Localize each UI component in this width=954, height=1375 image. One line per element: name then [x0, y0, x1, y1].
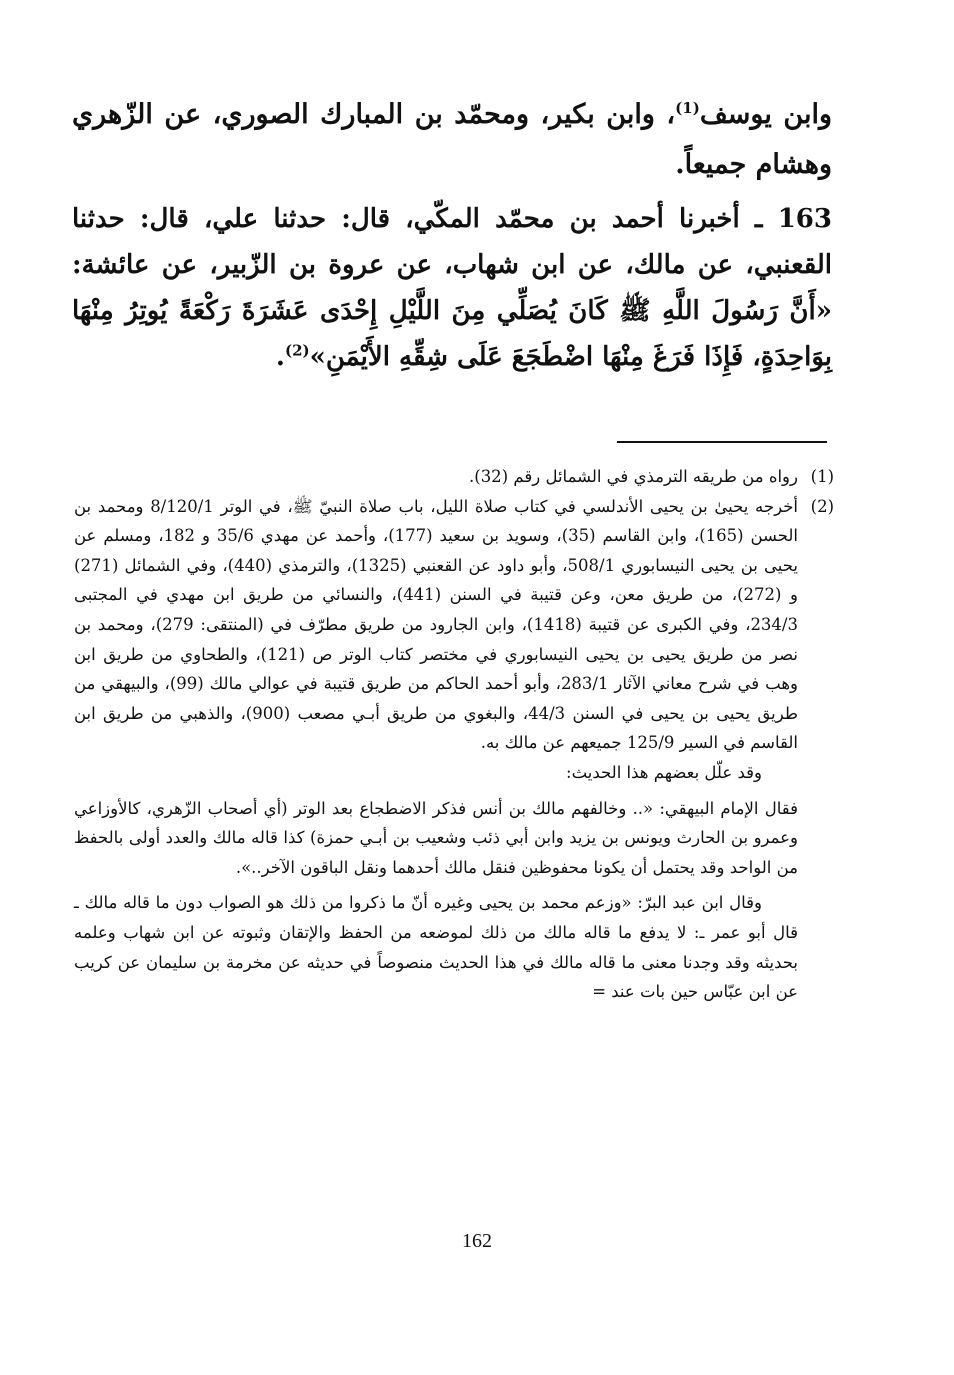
page-number: 162: [462, 1230, 492, 1252]
continuation-text-end: ، وابن بكير، ومحمّد بن المبارك الصوري، عن الزّهري وهشام جميعاً.: [72, 99, 832, 180]
footnote-ref-1: (1): [675, 99, 700, 117]
footnote-number: (2): [810, 496, 834, 516]
ibn-abd-albarr-quote: وقال ابن عبد البرّ: «وزعم محمد بن يحيى وغيره أنّ ما ذكروا من ذلك هو الصواب دون ما قاله مالك ـ قال أبو عمر ـ: لا يدفع ما قاله مالك من ذلك لموضعه من الحفظ والإتقان وثبوته عن ابن شهاب وعلمه بحديثه وقد وجدنا معنى ما قاله مالك في هذا الحديث منصوصاً في حديثه عن مخرمة بن سليمان عن كريب عن ابن عبّاس حين بات عند =: [74, 893, 798, 1002]
illa-intro: وقد علّل بعضهم هذا الحديث:: [566, 762, 762, 782]
footnote-separator: [617, 441, 827, 443]
hadith-text: أخبرنا أحمد بن محمّد المكّي، قال: حدثنا علي، قال: حدثنا القعنبي، عن مالك، عن ابن شهاب، عن عروة بن الزّبير، عن عائشة: «أَنَّ رَسُولَ اللَّهِ ﷺ كَانَ يُصَلِّي مِنَ اللَّيْلِ إِحْدَى عَشَرَةَ رَكْعَةً يُوتِرُ مِنْهَا بِوَاحِدَةٍ، فَإِذَا فَرَغَ مِنْهَا اضْطَجَعَ عَلَى شِقِّهِ الأَيْمَنِ»: [72, 204, 832, 372]
footnote-text: أخرجه يحيىٰ بن يحيى الأندلسي في كتاب صلاة الليل، باب صلاة النبيّ ﷺ، في الوتر 8/120/1 ومحمد بن الحسن (165)، وابن القاسم (35)، وسويد بن سعيد (177)، وأحمد عن مهدي 35/6 و 182، ومسلم عن يحيى بن يحيى النيسابوري 508/1، وأبو داود عن القعنبي (1325)، والترمذي (440)، وفي الشمائل (271) و (272)، من طريق معن، وعن قتيبة في السنن (441)، والنسائي من طريق ابن مهدي في المجتبى 234/3، وفي الكبرى عن قتيبة (1418)، وابن الجارود من طريق مطرّف في (المنتقى: 279)، ومحمد بن نصر من طريق يحيى بن يحيى النيسابوري في مختصر كتاب الوتر ص (121)، والطحاوي من طريق ابن وهب في شرح معاني الآثار 283/1، وأبو أحمد الحاكم من طريق قتيبة في عوالي مالك (99)، والبيهقي من طريق يحيى بن يحيى في السنن 44/3، والبغوي من طريق أبـي مصعب (900)، والذهبي من طريق ابن القاسم في السير 125/9 جميعهم عن مالك به.: [74, 496, 799, 753]
footnote-ref-2: (2): [284, 341, 310, 360]
hadith-163: [72, 196, 832, 380]
footnotes: [74, 462, 834, 1007]
hadith-text-end: .: [275, 342, 285, 372]
footnote-2-body: [74, 492, 798, 1007]
footnote-2: [74, 492, 834, 1007]
footnote-number: (1): [810, 467, 834, 486]
continuation-paragraph: [72, 90, 832, 190]
footnote-text: رواه من طريقه الترمذي في الشمائل رقم (32).: [469, 467, 798, 486]
continuation-text-start: وابن يوسف: [699, 99, 832, 130]
hadith-number: 163 ـ: [754, 204, 832, 234]
bayhaqi-quote: فقال الإمام البيهقي: «.. وخالفهم مالك بن أنس فذكر الاضطجاع بعد الوتر (أي أصحاب الزّهري، كالأوزاعي وعمرو بن الحارث ويونس بن يزيد وابن أبي ذئب وشعيب بن أبـي حمزة) كذا قاله مالك والعدد أولى بالحفظ من الواحد وقد يحتمل أن يكونا محفوظين فنقل مالك أحدهما ونقل الباقون الآخر..».: [74, 798, 798, 877]
footnote-1: [74, 462, 834, 492]
